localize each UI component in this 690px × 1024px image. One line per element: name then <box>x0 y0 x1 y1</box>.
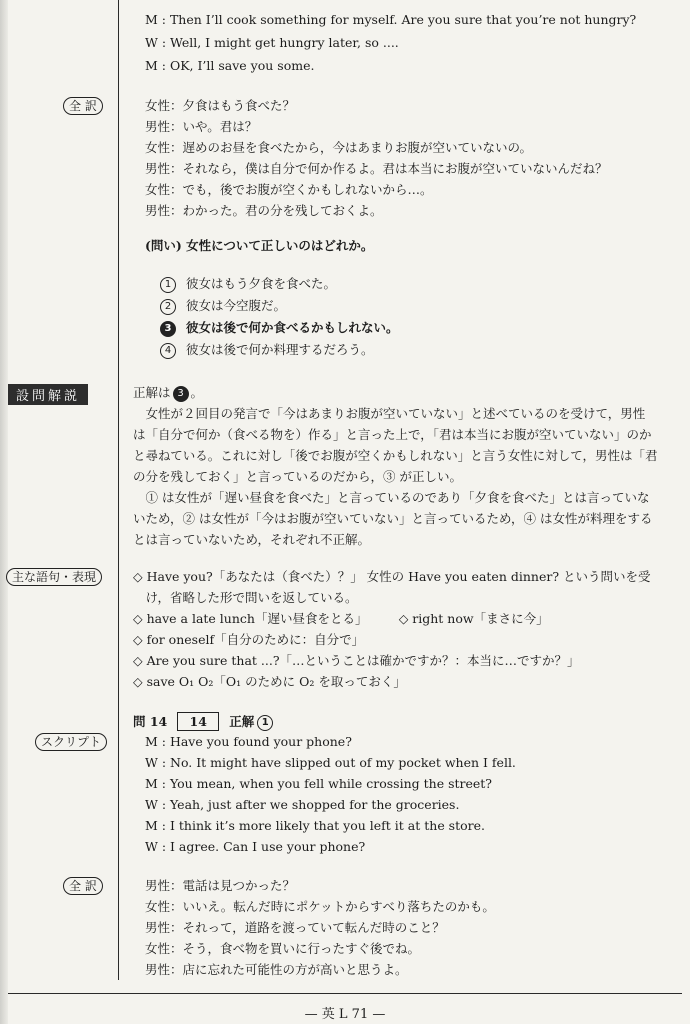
label-zenyaku-2: 全 訳 <box>63 877 103 895</box>
explanation-line: 女性が２回目の発言で「今はあまりお腹が空いていない」と述べているのを受けて，男性 <box>133 406 646 421</box>
script-line: W : I agree. Can I use your phone? <box>145 839 366 854</box>
phrase-line: け，省略した形で問いを返している。 <box>133 590 358 605</box>
phrase-line: ◇ save O₁ O₂「O₁ のために O₂ を取っておく」 <box>133 674 406 689</box>
dialogue-line: M : OK, I’ll save you some. <box>145 58 315 73</box>
choice-number: 3 <box>160 321 176 337</box>
translation-line: 男性：わかった。君の分を残しておくよ。 <box>145 203 383 218</box>
translation-line: 女性：いいえ。転んだ時にポケットからすべり落ちたのかも。 <box>145 899 495 914</box>
explanation-line: ① は女性が「遅い昼食を食べた」と言っているのであり「夕食を食べた」とは言っていな <box>133 490 650 505</box>
translation-line: 女性：そう，食べ物を買いに行ったすぐ後でね。 <box>145 941 421 956</box>
translation-line: 女性：夕食はもう食べた？ <box>145 98 296 113</box>
answer-label: 正解 <box>229 714 255 729</box>
label-phrases: 主な語句・表現 <box>6 568 102 586</box>
explanation-line: の分を残しておく」と言っているのだから，③ が正しい。 <box>133 469 462 484</box>
answer-prefix: 正解は <box>133 385 171 400</box>
phrase-line: ◇ for oneself「自分のために：自分で」 <box>133 632 365 647</box>
translation-line: 男性：それなら，僕は自分で何か作るよ。君は本当にお腹が空いていないんだね？ <box>145 161 608 176</box>
label-script: スクリプト <box>35 733 107 751</box>
explanation-line: いため，② は女性が「今はお腹が空いていない」と言っているため，④ は女性が料理をする <box>133 511 653 526</box>
label-zenyaku: 全 訳 <box>63 97 103 115</box>
choice-text: 彼女は後で何か食べるかもしれない。 <box>186 320 399 335</box>
translation-line: 男性：店に忘れた可能性の方が高いと思うよ。 <box>145 962 408 977</box>
translation-line: 男性：それって，道路を渡っていて転んだ時のこと？ <box>145 920 445 935</box>
choice-text: 彼女は今空腹だ。 <box>186 298 287 313</box>
phrase-line: ◇ Are you sure that ...?「…ということは確かですか？：本当に…ですか？」 <box>133 653 580 668</box>
script-line: M : You mean, when you fell while crossing the street? <box>145 776 492 791</box>
label-setsumon: 設問解説 <box>8 384 88 405</box>
translation-line: 女性：遅めのお昼を食べたから，今はあまりお腹が空いていないの。 <box>145 140 533 155</box>
choice-number: 4 <box>160 343 176 359</box>
translation-line: 女性：でも，後でお腹が空くかもしれないから…。 <box>145 182 433 197</box>
footer-rule <box>8 993 682 994</box>
translation-line: 男性：いや。君は？ <box>145 119 258 134</box>
choice-item <box>160 297 286 315</box>
answer-line <box>133 384 203 402</box>
page-footer: — 英 L 71 — <box>304 1007 386 1022</box>
script-line: M : Have you found your phone? <box>145 734 352 749</box>
choice-number: 2 <box>160 299 176 315</box>
answer-number: 3 <box>173 386 189 402</box>
explanation-line: と尋ねている。これに対し「後でお腹が空くかもしれない」と言う女性に対して，男性は「君 <box>133 448 658 463</box>
script-line: W : Yeah, just after we shopped for the groceries. <box>145 797 460 812</box>
margin-rule <box>118 0 119 980</box>
choice-number: 1 <box>160 277 176 293</box>
dialogue-line: W : Well, I might get hungry later, so .... <box>145 35 399 50</box>
choice-item <box>160 341 374 359</box>
dialogue-line: M : Then I’ll cook something for myself. Are you sure that you’re not hungry? <box>145 12 637 27</box>
explanation-line: は「自分で何か（食べる物を）作る」と言った上で，「君は本当にお腹が空いていない」のか <box>133 427 652 442</box>
script-line: M : I think it’s more likely that you left it at the store. <box>145 818 485 833</box>
explanation-line: とは言っていないため，それぞれ不正解。 <box>133 532 371 547</box>
page-gutter <box>0 0 8 1024</box>
answer-suffix: 。 <box>190 385 204 400</box>
question-number: 問 14 <box>133 714 168 729</box>
answer-box: 14 <box>177 712 219 731</box>
choice-text: 彼女は後で何か料理するだろう。 <box>186 342 374 357</box>
question: (問い) 女性について正しいのはどれか。 <box>145 238 374 253</box>
choice-item-correct <box>160 319 399 337</box>
choice-item <box>160 275 336 293</box>
question-14-header <box>133 712 283 731</box>
phrase-line: ◇ Have you?「あなたは（食べた）？」 女性の Have you eaten dinner? という問いを受 <box>133 569 651 584</box>
answer-number: 1 <box>257 715 273 731</box>
choice-text: 彼女はもう夕食を食べた。 <box>186 276 337 291</box>
phrase-line: ◇ have a late lunch「遅い昼食をとる」 ◇ right now「まさに今」 <box>133 611 549 626</box>
script-line: W : No. It might have slipped out of my pocket when I fell. <box>145 755 516 770</box>
translation-line: 男性：電話は見つかった？ <box>145 878 296 893</box>
